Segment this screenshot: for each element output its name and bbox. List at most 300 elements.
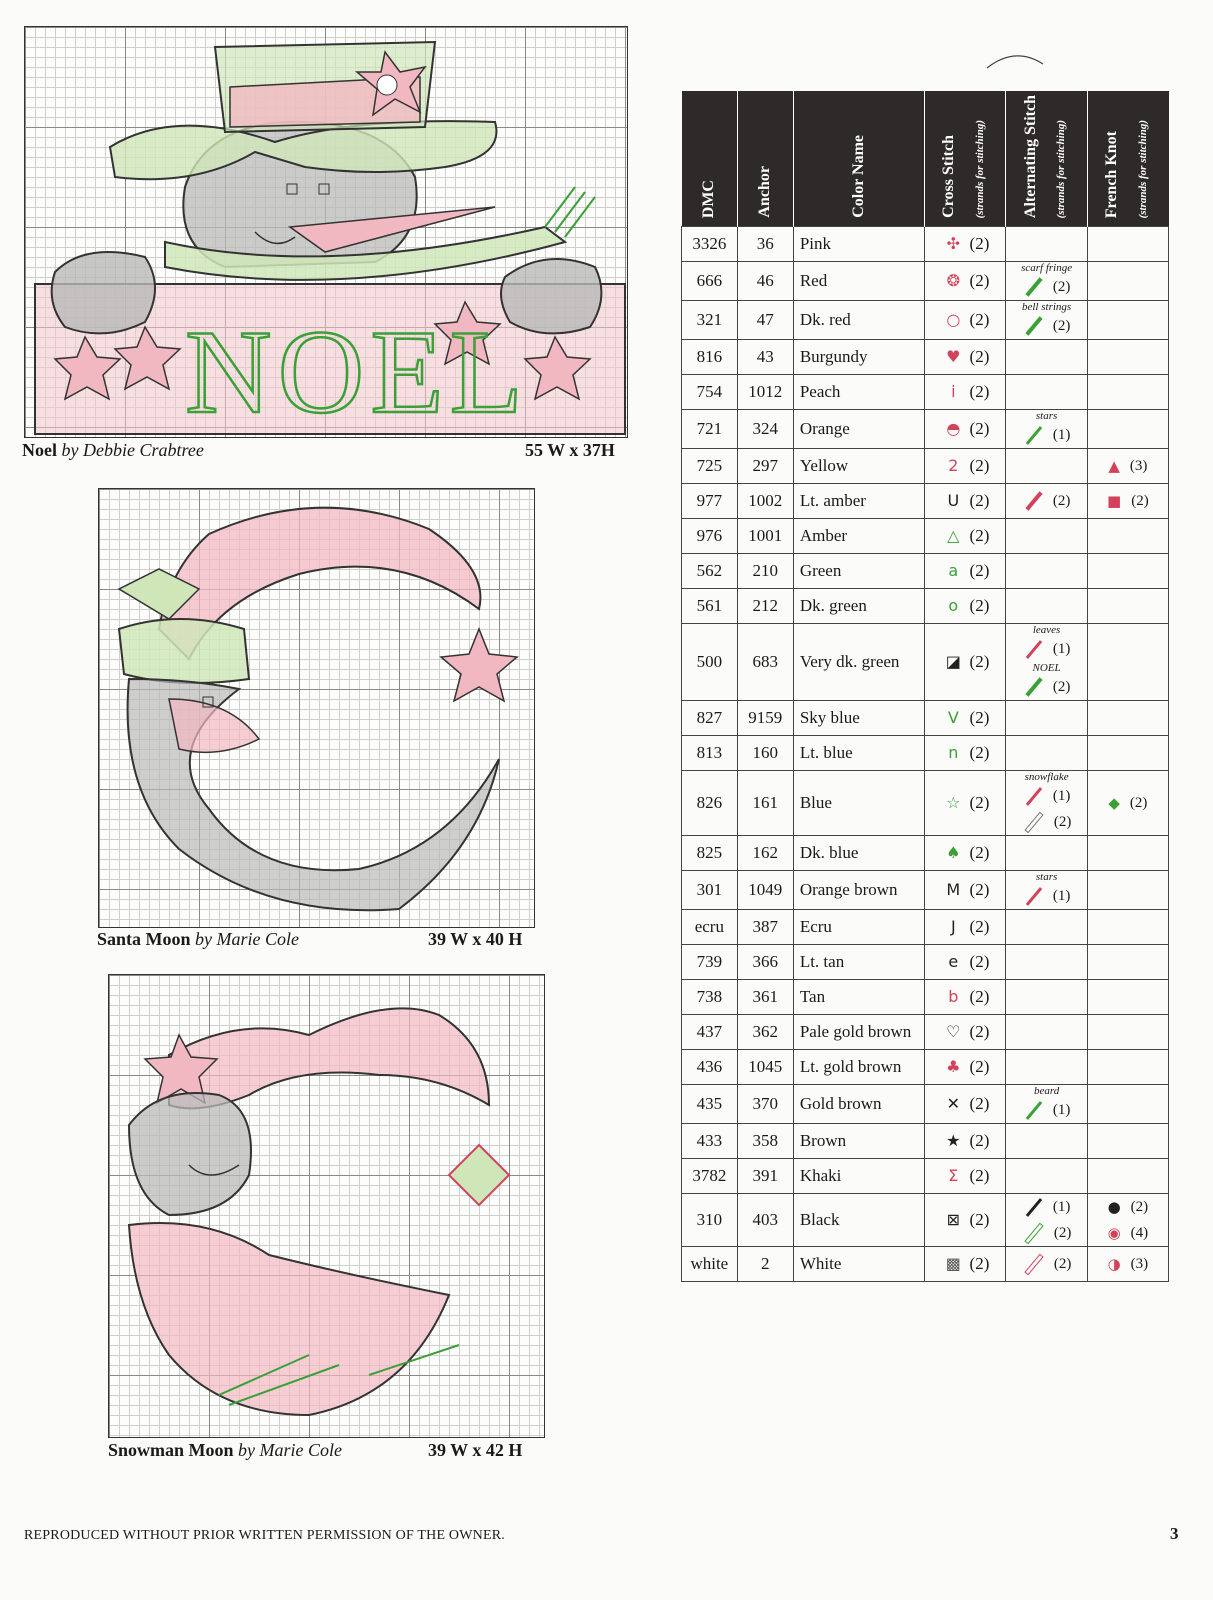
key-row xyxy=(682,375,1169,410)
anchor-cell: 162 xyxy=(737,836,793,871)
color-name-cell: Dk. green xyxy=(793,589,924,624)
key-row xyxy=(682,736,1169,771)
alternating-stitch-cell xyxy=(1006,589,1087,624)
cross-stitch-cell xyxy=(925,871,1006,910)
alt-strands: (2) xyxy=(1052,678,1071,695)
cross-stitch-cell xyxy=(925,701,1006,736)
alt-strands: (1) xyxy=(1052,426,1071,443)
cross-strands: (2) xyxy=(969,1094,990,1113)
stitch-symbol-icon: M xyxy=(946,880,961,899)
cross-stitch-cell xyxy=(925,910,1006,945)
stitch-symbol-icon: ○ xyxy=(946,310,961,329)
dmc-cell: 977 xyxy=(682,484,738,519)
header-french-knot: French Knot (strands for stitching) xyxy=(1087,91,1168,227)
dmc-cell: 725 xyxy=(682,449,738,484)
stitch-symbol-icon: e xyxy=(948,952,959,971)
key-row xyxy=(682,836,1169,871)
anchor-cell: 160 xyxy=(737,736,793,771)
anchor-cell: 47 xyxy=(737,301,793,340)
key-row xyxy=(682,449,1169,484)
french-knot-cell xyxy=(1087,871,1168,910)
cross-strands: (2) xyxy=(969,561,990,580)
french-knot-cell xyxy=(1087,736,1168,771)
alt-stitch-label: beard xyxy=(1033,1085,1060,1097)
french-knot-cell xyxy=(1087,701,1168,736)
alternating-stitch-cell xyxy=(1006,301,1087,340)
alternating-stitch-cell xyxy=(1006,554,1087,589)
alternating-stitch-cell xyxy=(1006,910,1087,945)
anchor-cell: 212 xyxy=(737,589,793,624)
anchor-cell: 2 xyxy=(737,1247,793,1282)
alternating-stitch-cell xyxy=(1006,1247,1087,1282)
french-knot-cell xyxy=(1087,1085,1168,1124)
key-row xyxy=(682,1247,1169,1282)
key-row xyxy=(682,871,1169,910)
key-row xyxy=(682,589,1169,624)
french-knot-cell xyxy=(1087,945,1168,980)
stitch-symbol-icon: b xyxy=(948,987,959,1006)
cross-strands: (2) xyxy=(969,456,990,475)
cross-strands: (2) xyxy=(969,526,990,545)
key-row xyxy=(682,1085,1169,1124)
anchor-cell: 403 xyxy=(737,1194,793,1247)
backstitch-line-icon xyxy=(1025,491,1042,510)
stitch-symbol-icon: ♥ xyxy=(946,347,961,366)
color-name-cell: Burgundy xyxy=(793,340,924,375)
key-row xyxy=(682,340,1169,375)
color-name-cell: Black xyxy=(793,1194,924,1247)
cross-strands: (2) xyxy=(969,1022,990,1041)
stitch-symbol-icon: ✕ xyxy=(946,1094,960,1113)
snowman-moon-chart xyxy=(108,974,545,1438)
fk-strands: (4) xyxy=(1130,1224,1149,1241)
backstitch-line-icon xyxy=(1025,677,1042,696)
key-row xyxy=(682,624,1169,701)
anchor-cell: 1049 xyxy=(737,871,793,910)
color-name-cell: Gold brown xyxy=(793,1085,924,1124)
cross-strands: (2) xyxy=(969,743,990,762)
dmc-cell: 561 xyxy=(682,589,738,624)
cross-stitch-cell xyxy=(925,736,1006,771)
color-name-cell: Orange brown xyxy=(793,871,924,910)
stitch-symbol-icon: Σ xyxy=(948,1166,959,1185)
anchor-cell: 1012 xyxy=(737,375,793,410)
santa-moon-title: Santa Moon xyxy=(97,929,191,949)
cross-strands: (2) xyxy=(969,419,990,438)
dmc-cell: 500 xyxy=(682,624,738,701)
anchor-cell: 358 xyxy=(737,1124,793,1159)
dmc-cell: 739 xyxy=(682,945,738,980)
stitch-symbol-icon: ★ xyxy=(946,1131,961,1150)
cross-stitch-cell xyxy=(925,1015,1006,1050)
anchor-cell: 683 xyxy=(737,624,793,701)
snowman-moon-designer: Marie Cole xyxy=(259,1440,343,1460)
color-name-cell: Lt. gold brown xyxy=(793,1050,924,1085)
dmc-cell: 813 xyxy=(682,736,738,771)
dmc-cell: 825 xyxy=(682,836,738,871)
color-key-table xyxy=(681,91,1169,1282)
stitch-symbol-icon: n xyxy=(948,743,959,762)
header-color-name: Color Name xyxy=(793,91,924,227)
alternating-stitch-cell xyxy=(1006,375,1087,410)
key-body xyxy=(682,227,1169,1282)
alternating-stitch-cell xyxy=(1006,519,1087,554)
backstitch-line-icon xyxy=(1024,811,1043,833)
stitch-symbol-icon: ◪ xyxy=(945,652,961,671)
french-knot-cell xyxy=(1087,1194,1168,1247)
cross-stitch-cell xyxy=(925,836,1006,871)
cross-stitch-cell xyxy=(925,449,1006,484)
dmc-cell: 3326 xyxy=(682,227,738,262)
french-knot-cell xyxy=(1087,227,1168,262)
alternating-stitch-cell xyxy=(1006,836,1087,871)
dmc-cell: ecru xyxy=(682,910,738,945)
stitch-symbol-icon: i xyxy=(951,382,956,401)
cross-strands: (2) xyxy=(969,271,990,290)
alt-strands: (1) xyxy=(1052,1101,1071,1118)
snowman-moon-by: by xyxy=(238,1440,256,1460)
french-knot-cell xyxy=(1087,301,1168,340)
dmc-cell: 666 xyxy=(682,262,738,301)
french-knot-icon: ▲ xyxy=(1108,457,1120,475)
noel-by: by xyxy=(61,440,79,460)
french-knot-cell xyxy=(1087,1247,1168,1282)
cross-strands: (2) xyxy=(969,987,990,1006)
color-name-cell: Pink xyxy=(793,227,924,262)
alt-stitch-label: scarf fringe xyxy=(1021,262,1073,274)
anchor-cell: 361 xyxy=(737,980,793,1015)
french-knot-cell xyxy=(1087,484,1168,519)
dmc-cell: 321 xyxy=(682,301,738,340)
cross-strands: (2) xyxy=(969,310,990,329)
anchor-cell: 387 xyxy=(737,910,793,945)
stitch-symbol-icon: J xyxy=(950,917,956,936)
color-name-cell: Very dk. green xyxy=(793,624,924,701)
dmc-cell: 301 xyxy=(682,871,738,910)
snowman-moon-artwork xyxy=(109,975,544,1437)
cross-stitch-cell xyxy=(925,301,1006,340)
fk-strands: (3) xyxy=(1130,1255,1149,1272)
alt-strands: (2) xyxy=(1053,1224,1072,1241)
color-name-cell: Sky blue xyxy=(793,701,924,736)
alt-strands: (2) xyxy=(1053,813,1072,830)
alt-stitch-label: bell strings xyxy=(1021,301,1072,313)
stitch-symbol-icon: o xyxy=(948,596,959,615)
alternating-stitch-cell xyxy=(1006,771,1087,836)
alternating-stitch-cell xyxy=(1006,340,1087,375)
alternating-stitch-cell xyxy=(1006,1194,1087,1247)
noel-size: 55 W x 37H xyxy=(525,440,615,460)
santa-moon-designer: Marie Cole xyxy=(216,929,300,949)
stitch-symbol-icon: a xyxy=(948,561,959,580)
french-knot-cell xyxy=(1087,980,1168,1015)
anchor-cell: 46 xyxy=(737,262,793,301)
dmc-cell: 754 xyxy=(682,375,738,410)
color-name-cell: Pale gold brown xyxy=(793,1015,924,1050)
french-knot-cell xyxy=(1087,836,1168,871)
backstitch-line-icon xyxy=(1024,1253,1043,1275)
cross-stitch-cell xyxy=(925,1159,1006,1194)
anchor-cell: 324 xyxy=(737,410,793,449)
backstitch-line-icon xyxy=(1025,316,1042,335)
alt-stitch-label: stars xyxy=(1035,871,1058,883)
alternating-stitch-cell xyxy=(1006,945,1087,980)
stitch-symbol-icon: ♠ xyxy=(946,843,961,862)
alternating-stitch-cell xyxy=(1006,1085,1087,1124)
cross-strands: (2) xyxy=(969,652,990,671)
dmc-cell: 562 xyxy=(682,554,738,589)
cross-strands: (2) xyxy=(969,1210,990,1229)
key-row xyxy=(682,1194,1169,1247)
noel-caption xyxy=(22,440,204,461)
cross-strands: (2) xyxy=(969,347,990,366)
page-number: 3 xyxy=(1170,1524,1179,1543)
key-row xyxy=(682,1124,1169,1159)
anchor-cell: 366 xyxy=(737,945,793,980)
french-knot-cell xyxy=(1087,1050,1168,1085)
cross-strands: (2) xyxy=(969,1057,990,1076)
color-name-cell: Dk. red xyxy=(793,301,924,340)
alternating-stitch-cell xyxy=(1006,871,1087,910)
dmc-cell: 827 xyxy=(682,701,738,736)
stitch-symbol-icon: ♡ xyxy=(946,1022,961,1041)
alternating-stitch-cell xyxy=(1006,980,1087,1015)
color-name-cell: Orange xyxy=(793,410,924,449)
dmc-cell: 436 xyxy=(682,1050,738,1085)
french-knot-cell xyxy=(1087,1124,1168,1159)
cross-strands: (2) xyxy=(969,843,990,862)
alt-strands: (2) xyxy=(1053,1255,1072,1272)
backstitch-line-icon xyxy=(1026,1101,1042,1120)
cross-stitch-cell xyxy=(925,1085,1006,1124)
santa-moon-by: by xyxy=(195,929,213,949)
cross-stitch-cell xyxy=(925,1247,1006,1282)
french-knot-icon: ◑ xyxy=(1107,1255,1121,1273)
anchor-cell: 9159 xyxy=(737,701,793,736)
alt-strands: (2) xyxy=(1052,492,1071,509)
cross-stitch-cell xyxy=(925,519,1006,554)
stitch-symbol-icon: U xyxy=(947,491,960,510)
copyright-footer: REPRODUCED WITHOUT PRIOR WRITTEN PERMISSION OF THE OWNER. xyxy=(24,1528,505,1543)
cross-strands: (2) xyxy=(969,952,990,971)
anchor-cell: 161 xyxy=(737,771,793,836)
anchor-cell: 362 xyxy=(737,1015,793,1050)
stitch-symbol-icon: ♣ xyxy=(946,1057,961,1076)
alternating-stitch-cell xyxy=(1006,1015,1087,1050)
dmc-cell: 816 xyxy=(682,340,738,375)
cross-stitch-cell xyxy=(925,340,1006,375)
stitch-symbol-icon: ⊠ xyxy=(946,1210,960,1229)
alternating-stitch-cell xyxy=(1006,449,1087,484)
alt-strands: (1) xyxy=(1052,1198,1071,1215)
color-name-cell: Dk. blue xyxy=(793,836,924,871)
french-knot-cell xyxy=(1087,449,1168,484)
cross-strands: (2) xyxy=(969,596,990,615)
key-row xyxy=(682,554,1169,589)
french-knot-cell xyxy=(1087,519,1168,554)
key-header-row xyxy=(682,91,1169,227)
backstitch-line-icon xyxy=(1026,1198,1042,1217)
stitch-symbol-icon: △ xyxy=(947,526,960,545)
french-knot-cell xyxy=(1087,262,1168,301)
color-name-cell: Blue xyxy=(793,771,924,836)
cross-stitch-cell xyxy=(925,262,1006,301)
cross-strands: (2) xyxy=(969,793,990,812)
color-name-cell: Ecru xyxy=(793,910,924,945)
santa-moon-artwork xyxy=(99,489,534,927)
dmc-cell: 826 xyxy=(682,771,738,836)
french-knot-cell xyxy=(1087,410,1168,449)
french-knot-icon: ◉ xyxy=(1107,1224,1121,1242)
cross-stitch-cell xyxy=(925,945,1006,980)
noel-title: Noel xyxy=(22,440,57,460)
anchor-cell: 1045 xyxy=(737,1050,793,1085)
backstitch-line-icon xyxy=(1024,1222,1043,1244)
key-row xyxy=(682,701,1169,736)
french-knot-cell xyxy=(1087,589,1168,624)
backstitch-line-icon xyxy=(1026,426,1042,445)
alt-strands: (1) xyxy=(1052,787,1071,804)
dmc-cell: 721 xyxy=(682,410,738,449)
french-knot-icon: ■ xyxy=(1107,492,1122,510)
cross-stitch-cell xyxy=(925,980,1006,1015)
alternating-stitch-cell xyxy=(1006,736,1087,771)
stitch-symbol-icon: ◓ xyxy=(946,419,961,438)
stitch-symbol-icon: ✣ xyxy=(946,234,960,253)
header-cross-stitch: Cross Stitch (strands for stitching) xyxy=(925,91,1006,227)
backstitch-line-icon xyxy=(1026,787,1042,806)
cross-strands: (2) xyxy=(969,491,990,510)
fk-strands: (2) xyxy=(1129,794,1148,811)
noel-artwork xyxy=(25,27,627,437)
cross-stitch-cell xyxy=(925,554,1006,589)
anchor-cell: 1002 xyxy=(737,484,793,519)
santa-moon-caption xyxy=(97,929,299,950)
fk-strands: (2) xyxy=(1131,492,1149,509)
cross-stitch-cell xyxy=(925,1050,1006,1085)
french-knot-icon: ◆ xyxy=(1108,794,1120,812)
anchor-cell: 43 xyxy=(737,340,793,375)
alternating-stitch-cell xyxy=(1006,701,1087,736)
alternating-stitch-cell xyxy=(1006,227,1087,262)
alt-strands: (2) xyxy=(1052,317,1071,334)
dmc-cell: 437 xyxy=(682,1015,738,1050)
header-anchor: Anchor xyxy=(737,91,793,227)
key-row xyxy=(682,980,1169,1015)
french-knot-cell xyxy=(1087,554,1168,589)
decorative-arc xyxy=(985,50,1045,70)
french-knot-cell xyxy=(1087,910,1168,945)
snowman-moon-caption xyxy=(108,1440,342,1461)
noel-text: NOEL xyxy=(185,305,529,437)
color-name-cell: Yellow xyxy=(793,449,924,484)
alternating-stitch-cell xyxy=(1006,262,1087,301)
cross-strands: (2) xyxy=(969,1166,990,1185)
french-knot-cell xyxy=(1087,771,1168,836)
color-name-cell: Lt. blue xyxy=(793,736,924,771)
santa-moon-size: 39 W x 40 H xyxy=(428,929,523,949)
anchor-cell: 1001 xyxy=(737,519,793,554)
alt-strands: (1) xyxy=(1052,887,1071,904)
cross-strands: (2) xyxy=(969,382,990,401)
cross-strands: (2) xyxy=(969,1254,990,1273)
anchor-cell: 391 xyxy=(737,1159,793,1194)
alt-strands: (1) xyxy=(1052,640,1071,657)
backstitch-line-icon xyxy=(1025,277,1042,296)
alt-stitch-label: snowflake xyxy=(1024,771,1069,783)
french-knot-icon: ● xyxy=(1107,1198,1121,1216)
key-row xyxy=(682,910,1169,945)
cross-stitch-cell xyxy=(925,771,1006,836)
color-name-cell: Amber xyxy=(793,519,924,554)
color-name-cell: Green xyxy=(793,554,924,589)
color-name-cell: Tan xyxy=(793,980,924,1015)
cross-stitch-cell xyxy=(925,227,1006,262)
dmc-cell: 3782 xyxy=(682,1159,738,1194)
alternating-stitch-cell xyxy=(1006,410,1087,449)
stitch-symbol-icon: ❂ xyxy=(946,271,960,290)
key-row xyxy=(682,1159,1169,1194)
key-row xyxy=(682,301,1169,340)
alt-stitch-label: stars xyxy=(1035,410,1058,422)
header-alternating-stitch: Alternating Stitch (strands for stitching) xyxy=(1006,91,1087,227)
alternating-stitch-cell xyxy=(1006,1050,1087,1085)
french-knot-cell xyxy=(1087,624,1168,701)
cross-stitch-cell xyxy=(925,624,1006,701)
dmc-cell: 310 xyxy=(682,1194,738,1247)
cross-stitch-cell xyxy=(925,410,1006,449)
anchor-cell: 370 xyxy=(737,1085,793,1124)
anchor-cell: 36 xyxy=(737,227,793,262)
cross-stitch-cell xyxy=(925,1124,1006,1159)
stitch-symbol-icon: 2 xyxy=(948,456,959,475)
cross-stitch-cell xyxy=(925,589,1006,624)
key-row xyxy=(682,519,1169,554)
stitch-symbol-icon: V xyxy=(947,708,959,727)
noel-chart xyxy=(24,26,628,438)
backstitch-line-icon xyxy=(1026,640,1042,659)
color-name-cell: Lt. amber xyxy=(793,484,924,519)
dmc-cell: 976 xyxy=(682,519,738,554)
cross-stitch-cell xyxy=(925,375,1006,410)
color-name-cell: Lt. tan xyxy=(793,945,924,980)
key-row xyxy=(682,262,1169,301)
noel-designer: Debbie Crabtree xyxy=(83,440,204,460)
key-row xyxy=(682,1015,1169,1050)
cross-strands: (2) xyxy=(969,917,990,936)
color-name-cell: Peach xyxy=(793,375,924,410)
cross-stitch-cell xyxy=(925,484,1006,519)
key-row xyxy=(682,227,1169,262)
santa-moon-chart xyxy=(98,488,535,928)
key-row xyxy=(682,1050,1169,1085)
dmc-cell: white xyxy=(682,1247,738,1282)
alternating-stitch-cell xyxy=(1006,1124,1087,1159)
dmc-cell: 433 xyxy=(682,1124,738,1159)
french-knot-cell xyxy=(1087,1015,1168,1050)
fk-strands: (2) xyxy=(1130,1198,1149,1215)
key-row xyxy=(682,771,1169,836)
cross-strands: (2) xyxy=(969,1131,990,1150)
color-name-cell: White xyxy=(793,1247,924,1282)
alt-stitch-label: leaves xyxy=(1032,624,1061,636)
dmc-cell: 738 xyxy=(682,980,738,1015)
color-name-cell: Red xyxy=(793,262,924,301)
snowman-moon-title: Snowman Moon xyxy=(108,1440,234,1460)
key-row xyxy=(682,410,1169,449)
french-knot-cell xyxy=(1087,1159,1168,1194)
key-row xyxy=(682,945,1169,980)
